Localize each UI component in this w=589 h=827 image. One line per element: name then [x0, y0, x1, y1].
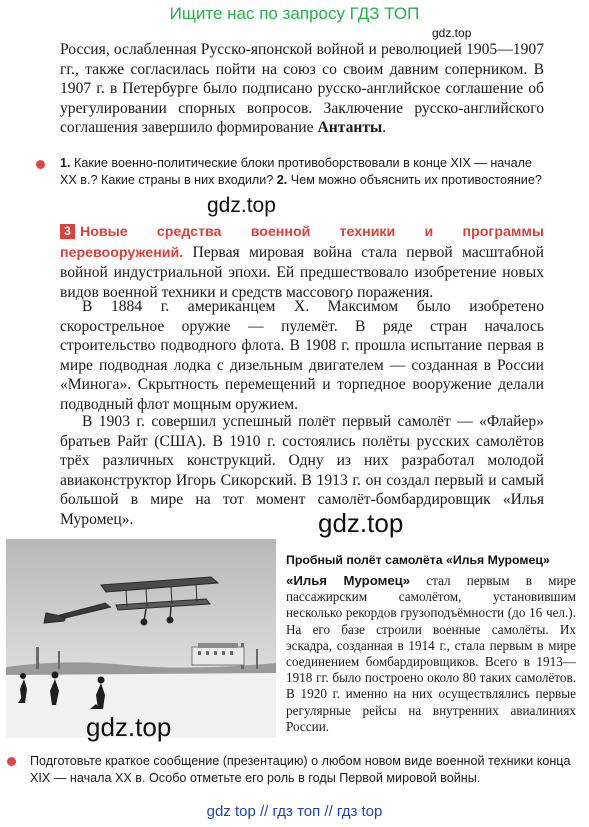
- caption-title: Пробный полёт самолёта «Илья Муромец»: [286, 553, 550, 567]
- paragraph-entente: [60, 40, 544, 138]
- task-bullet-icon: [7, 757, 16, 766]
- caption-bold-term: «Илья Муромец»: [286, 573, 411, 588]
- paragraph-weapons: В 1884 г. американцем Х. Ма́ксимом было изобретено скорострельное оружие — пулемёт. В ряде стран началось строительство подводного флота. В 1908 г. прошла испытание первая в мире подводная лодка с дизельным двигателем — созданная в России «Минога». Скрытность перемещений и торпедное вооружение делали подводный флот мощным оружием.: [60, 298, 544, 413]
- paragraph-text: Россия, ослабленная Русско-японской войной и революцией 1905—1907 гг., также согласилась пойти на союз со своим давним соперником. В 1907 г. в Петербурге было подписано русско-английское соглашение об урегулировании спорных вопросов. Заключение русско-английского соглашения завершило формирование: [60, 41, 544, 137]
- assignment-text: Подготовьте краткое сообщение (презентацию) о любом новом виде военной техники конца XIX — начала XX в. Особо отметьте его роль в годы Первой мировой войны.: [30, 754, 571, 785]
- section-number-badge: 3: [60, 224, 75, 239]
- bold-term: Антанты: [317, 119, 383, 137]
- section-heading: Новые средства военной техники и программы перевооружений.: [60, 224, 544, 261]
- watermark: gdz.top: [318, 508, 404, 538]
- airplane-photo-image: [6, 539, 276, 738]
- watermark: gdz.top: [207, 194, 276, 217]
- caption-text: [286, 573, 576, 735]
- footer-watermark: gdz top // гдз топ // гдз top: [206, 803, 383, 820]
- photo-ilya-muromets: [6, 539, 276, 738]
- question-2: Чем можно объяснить их противостояние?: [287, 173, 542, 187]
- question-number-1: 1.: [60, 156, 71, 170]
- paragraph-aviation: В 1903 г. совершил успешный полёт первый самолёт — «Флайер» братьев Райт (США). В 1910 г. состоялись полёты русских самолётов трёх различных конструкций. Одну из них разработал молодой авиаконструктор Игорь Сикорский. В 1913 г. он создал первый и самый большой в мире на тот момент самолёт-бомбардировщик «Илья Муромец».: [60, 413, 544, 528]
- caption-body: стал первым в мире пассажирским самолётом, установившим несколько рекордов грузоподъёмности (до 16 чел.). На его базе строили военные самолёты. Их эскадра, созданная в 1914 г., стала первым в мире соединением бомбардировщиков. Всего в 1913—1918 гг. было построено около 80 таких самолётов. В 1920 г. именно на них осуществлялись первые регулярные рейсы на внутренних авиалиниях России.: [286, 573, 576, 734]
- section-lead: Первая мировая война стала первой масштабной войной индустриальной эпохи. Ей предшествовало изобретение новых видов военной техники и средств массового поражения.: [60, 243, 544, 301]
- site-banner: Ищите нас по запросу ГДЗ ТОП: [169, 4, 420, 23]
- watermark-small: gdz.top: [432, 26, 472, 40]
- section-3: [60, 222, 544, 302]
- paragraph-end: .: [382, 119, 387, 137]
- watermark: gdz.top: [86, 712, 172, 742]
- question-1: Какие военно-политические блоки противоборствовали в конце XIX — начале XX в.? Какие страны в них входили?: [60, 156, 532, 187]
- review-questions: [60, 155, 544, 189]
- question-bullet-icon: [36, 160, 45, 169]
- question-number-2: 2.: [276, 173, 288, 187]
